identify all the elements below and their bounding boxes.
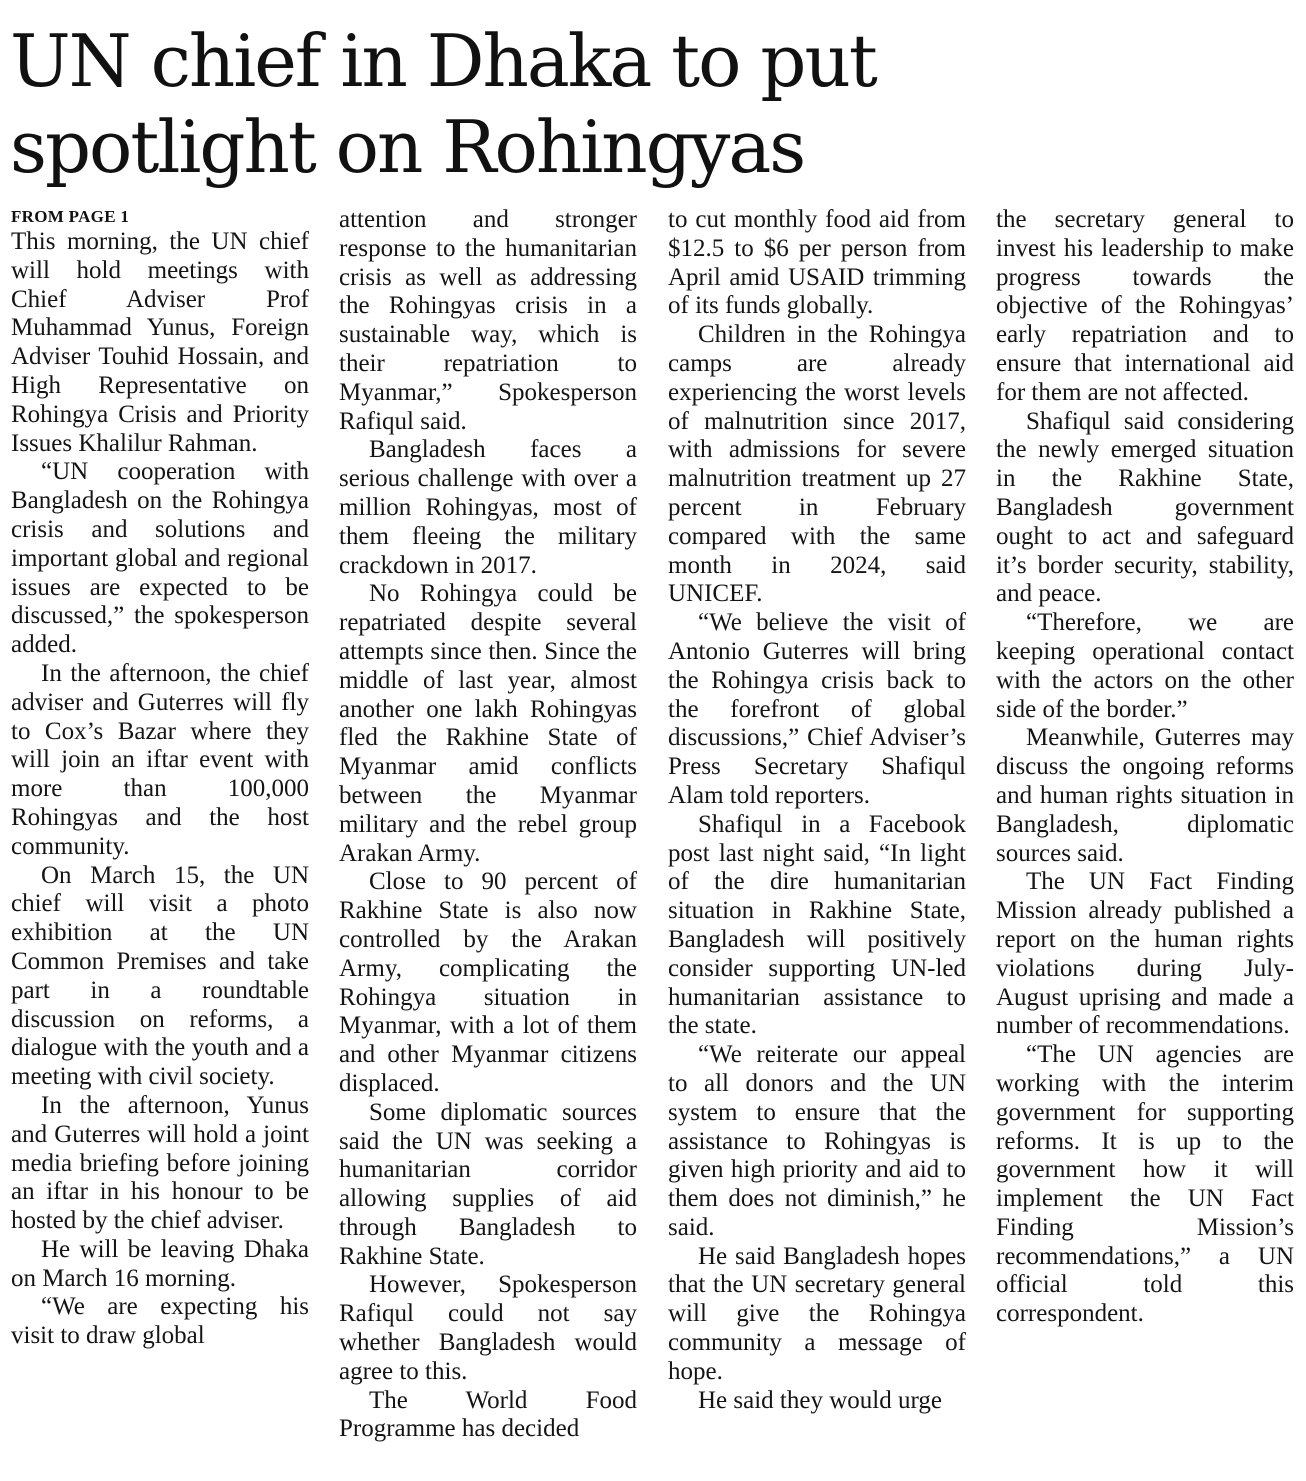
paragraph: On March 15, the UN chief will visit a photo exhibition at the UN Common Premises and take part in a roundtable discussion on reforms, a dialogue with the youth and a meeting with civil society.: [11, 861, 309, 1091]
paragraph: “UN cooperation with Bangladesh on the Rohingya crisis and solutions and important global and regional issues are expected to be discussed,” the spokesperson added.: [11, 458, 309, 659]
article-column-3: [668, 206, 966, 1474]
paragraph: In the afternoon, Yunus and Guterres will hold a joint media briefing before joining an iftar in his honour to be hosted by the chief adviser.: [11, 1091, 309, 1235]
paragraph: to cut monthly food aid from $12.5 to $6 per person from April amid USAID trimming of its funds globally.: [668, 206, 966, 320]
paragraph: Some diplomatic sources said the UN was seeking a humanitarian corridor allowing supplies of aid through Bangladesh to Rakhine State.: [339, 1098, 637, 1270]
paragraph: He said they would urge: [698, 1386, 942, 1414]
paragraph: “We are expecting his visit to draw global: [11, 1293, 309, 1350]
paragraph: He will be leaving Dhaka on March 16 morning.: [11, 1235, 309, 1292]
paragraph: “Therefore, we are keeping operational contact with the actors on the other side of the border.”: [996, 609, 1294, 723]
paragraph: The UN Fact Finding Mission already published a report on the human rights violations during July-August uprising and made a number of recommendations.: [996, 868, 1294, 1040]
paragraph: Meanwhile, Guterres may discuss the ongoing reforms and human rights situation in Bangladesh, diplomatic sources said.: [996, 724, 1294, 867]
headline: [10, 18, 1260, 190]
paragraph: However, Spokesperson Rafiqul could not say whether Bangladesh would agree to this.: [339, 1271, 637, 1385]
article-column-2: [339, 206, 637, 1474]
paragraph: attention and stronger response to the humanitarian crisis as well as addressing the Rohingyas crisis in a sustainable way, which is their repatriation to Myanmar,” Spokesperson Rafiqul said.: [339, 206, 637, 435]
paragraph: “We reiterate our appeal to all donors and the UN system to ensure that the assistance to Rohingyas is given high priority and aid to them does not diminish,” he said.: [668, 1041, 966, 1241]
paragraph: “We believe the visit of Antonio Guterres will bring the Rohingya crisis back to the forefront of global discussions,” Chief Adviser’s Press Secretary Shafiqul Alam told reporters.: [668, 609, 966, 809]
article-column-1: [11, 206, 309, 1474]
paragraph: the secretary general to invest his leadership to make progress towards the objective of the Rohingyas’ early repatriation and to ensure that international aid for them are not affected.: [996, 206, 1294, 406]
paragraph: Shafiqul said considering the newly emerged situation in the Rakhine State, Bangladesh government ought to act and safeguard it’s border security, stability, and peace.: [996, 407, 1294, 608]
article-column-4: [996, 206, 1294, 1474]
headline-line-2: spotlight on Rohingyas: [10, 105, 805, 189]
paragraph: Close to 90 percent of Rakhine State is also now controlled by the Arakan Army, complicating the Rohingya situation in Myanmar, with a lot of them and other Myanmar citizens displaced.: [339, 868, 637, 1097]
continuation-kicker: FROM PAGE 1: [11, 207, 130, 226]
paragraph: No Rohingya could be repatriated despite several attempts since then. Since the middle of last year, almost another one lakh Rohingyas fled the Rakhine State of Myanmar amid conflicts between the Myanmar military and the rebel group Arakan Army.: [339, 580, 637, 867]
paragraph: This morning, the UN chief will hold meetings with Chief Adviser Prof Muhammad Yunus, Foreign Adviser Touhid Hossain, and High Representative on Rohingya Crisis and Priority Issues Khalilur Rahman.: [11, 228, 309, 457]
paragraph: In the afternoon, the chief adviser and Guterres will fly to Cox’s Bazar where they will join an iftar event with more than 100,000 Rohingyas and the host community.: [11, 659, 309, 860]
paragraph: Children in the Rohingya camps are already experiencing the worst levels of malnutrition since 2017, with admissions for severe malnutrition treatment up 27 percent in February compared with the same month in 2024, said UNICEF.: [668, 321, 966, 608]
paragraph: Bangladesh faces a serious challenge with over a million Rohingyas, most of them fleeing the military crackdown in 2017.: [339, 436, 637, 579]
paragraph: He said Bangladesh hopes that the UN secretary general will give the Rohingya community a message of hope.: [668, 1242, 966, 1385]
headline-line-1: UN chief in Dhaka to put: [10, 19, 876, 103]
paragraph: Shafiqul in a Facebook post last night said, “In light of the dire humanitarian situation in Rakhine State, Bangladesh will positively consider supporting UN-led humanitarian assistance to the state.: [668, 810, 966, 1040]
paragraph: “The UN agencies are working with the interim government for supporting reforms. It is up to the government how it will implement the UN Fact Finding Mission’s recommendations,” a UN official told this correspondent.: [996, 1041, 1294, 1328]
paragraph: The World Food Programme has decided: [339, 1386, 637, 1443]
